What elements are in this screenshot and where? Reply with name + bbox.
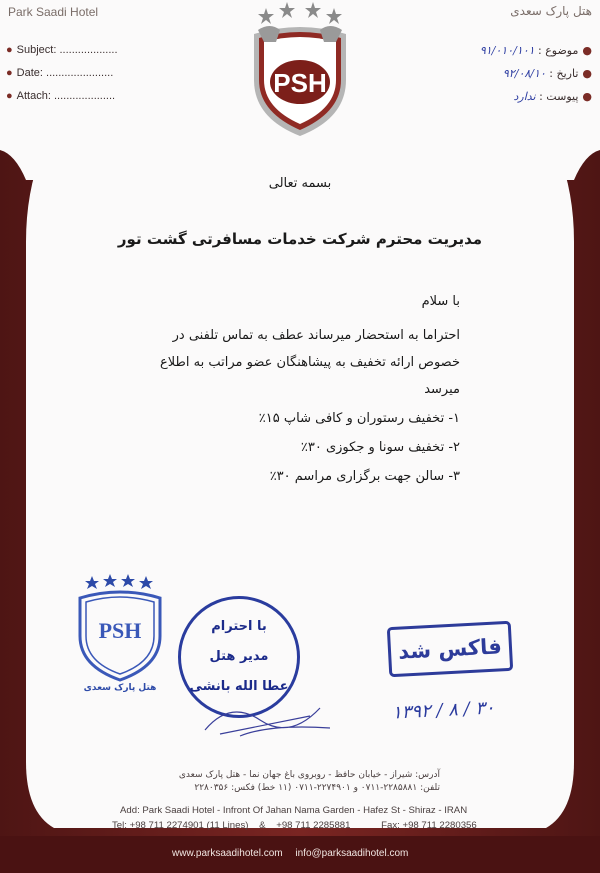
- bullet-icon: ●: [582, 44, 592, 57]
- tel-ampersand: &: [259, 820, 266, 831]
- attach-dots: ....................: [53, 90, 116, 102]
- tel-1: Tel: +98 711 2274901 (11 Lines): [112, 820, 249, 831]
- contact-links: [172, 848, 418, 859]
- stamp-logo-letters: PSH: [98, 618, 142, 643]
- list-item: ۱- تخفیف رستوران و کافی شاپ ۱۵٪: [258, 411, 460, 426]
- fax-number: Fax: +98 711 2280356: [381, 820, 477, 831]
- psh-logo: [240, 0, 360, 140]
- bullet-icon: ●: [582, 90, 592, 103]
- website-link[interactable]: www.parksaadihotel.com: [172, 848, 283, 859]
- greeting: با سلام: [421, 294, 460, 309]
- address-fa: آدرس: شیراز - خیابان حافظ - روبروی باغ جهان نما - هتل پارک سعدی: [178, 770, 440, 780]
- subject-value-handwritten: ۹۱/۰۱۰/۱۰۱: [479, 44, 535, 57]
- attach-label-fa: پیوست :: [539, 90, 579, 103]
- hotel-name-en: Park Saadi Hotel: [8, 5, 99, 19]
- bullet-icon: ●: [6, 90, 13, 102]
- attach-field-en: [6, 90, 115, 102]
- signature-line: با احترام: [211, 619, 267, 634]
- hotel-name-fa: هتل پارک سعدی: [510, 4, 592, 18]
- handwritten-date: ۱۳۹۲ / ۸ / ۳۰: [391, 697, 496, 724]
- bullet-icon: ●: [582, 67, 592, 80]
- attach-label: Attach:: [16, 90, 51, 102]
- stamp-logo-caption: هتل پارک سعدی: [83, 683, 157, 692]
- date-dots: ......................: [46, 67, 114, 79]
- subject-field-en: [6, 44, 118, 56]
- phone-en: [112, 820, 502, 831]
- subject-field-fa: [480, 44, 592, 57]
- fax-sent-stamp: فاکس شد: [387, 621, 513, 677]
- subject-label: Subject:: [16, 44, 57, 56]
- stamp-star-icons: [85, 574, 153, 589]
- tel-2: +98 711 2285881: [276, 820, 351, 831]
- phone-fa: تلفن: ۲۲۸۵۸۸۱-۰۷۱۱ و ۲۲۷۴۹۰۱-۰۷۱۱ (۱۱ خط) فکس: ۲۲۸۰۳۵۶: [194, 783, 440, 793]
- basmala: بسمه تعالی: [268, 176, 332, 191]
- discount-list: [160, 404, 460, 491]
- address-en: Add: Park Saadi Hotel - Infront Of Jahan Nama Garden - Hafez St - Shiraz - IRAN: [120, 805, 468, 816]
- date-field-en: [6, 67, 113, 79]
- signature-scribble: [200, 690, 340, 740]
- attach-field-fa: [513, 90, 592, 103]
- star-icons: [258, 2, 342, 24]
- date-label: Date:: [16, 67, 43, 79]
- list-item: ۲- تخفیف سونا و جکوزی ۳۰٪: [300, 440, 460, 455]
- email-link[interactable]: info@parksaadihotel.com: [295, 848, 409, 859]
- logo-text: PSH: [273, 68, 327, 98]
- hotel-logo-stamp: [70, 572, 170, 692]
- list-item: ۳- سالن جهت برگزاری مراسم ۳۰٪: [269, 469, 460, 484]
- date-field-fa: [503, 67, 592, 80]
- addressee: مدیریت محترم شرکت خدمات مسافرتی گشت تور: [117, 230, 483, 248]
- subject-label-fa: موضوع :: [538, 44, 579, 57]
- bullet-icon: ●: [6, 44, 13, 56]
- date-value-handwritten: ۹۲/۰۸/۱۰: [502, 67, 546, 80]
- bullet-icon: ●: [6, 67, 13, 79]
- date-label-fa: تاریخ :: [549, 67, 579, 80]
- letter-paragraph: احتراما به استحضار میرساند عطف به تماس تلفنی در خصوص ارائه تخفیف به پیشاهنگان عضو مراتب به اطلاع میرسد: [160, 328, 460, 397]
- attach-value-handwritten: ندارد: [513, 90, 536, 103]
- subject-dots: ...................: [59, 44, 118, 56]
- signature-line: مدیر هتل: [209, 649, 269, 664]
- signature-line: عطا الله بانشی: [189, 679, 289, 694]
